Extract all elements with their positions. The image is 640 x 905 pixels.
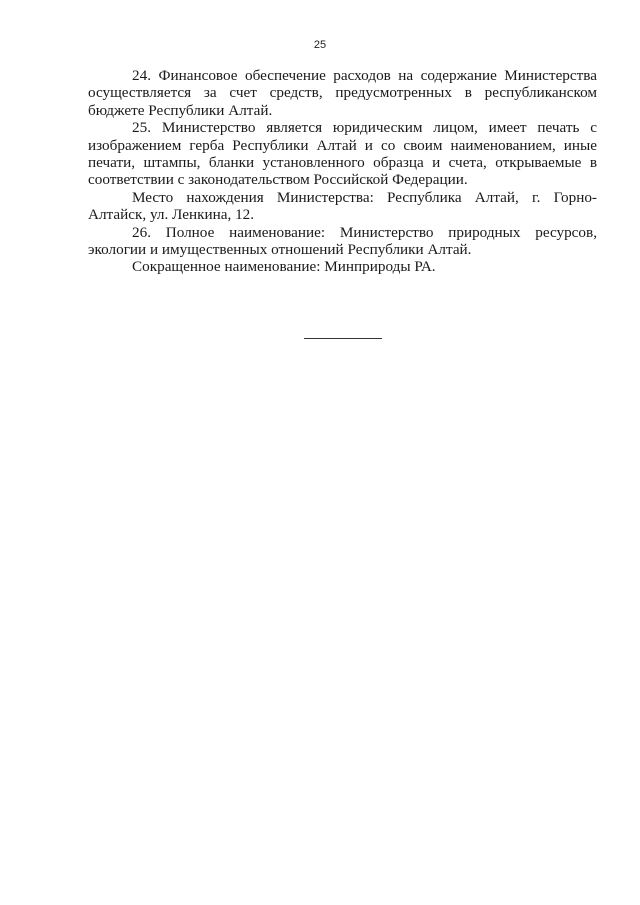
page-number: 25 — [313, 39, 327, 51]
paragraph-26-full-name: 26. Полное наименование: Министерство природных ресурсов, экологии и имущественных отношений Республики Алтай. — [88, 223, 597, 259]
end-divider-line — [304, 338, 382, 339]
paragraph-25-legal-entity: 25. Министерство является юридическим лицом, имеет печать с изображением герба Республики Алтай и со своим наименованием, иные печати, штампы, бланки установленного образца и счета, открываемые в соответствии с законодательством Российской Федерации. — [88, 119, 597, 189]
paragraph-short-name: Сокращенное наименование: Минприроды РА. — [132, 258, 436, 276]
paragraph-24-financing: 24. Финансовое обеспечение расходов на содержание Министерства осуществляется за счет средств, предусмотренных в республиканском бюджете Республики Алтай. — [88, 67, 597, 119]
paragraph-location: Место нахождения Министерства: Республика Алтай, г. Горно-Алтайск, ул. Ленкина, 12. — [88, 188, 597, 224]
document-body — [88, 67, 597, 276]
